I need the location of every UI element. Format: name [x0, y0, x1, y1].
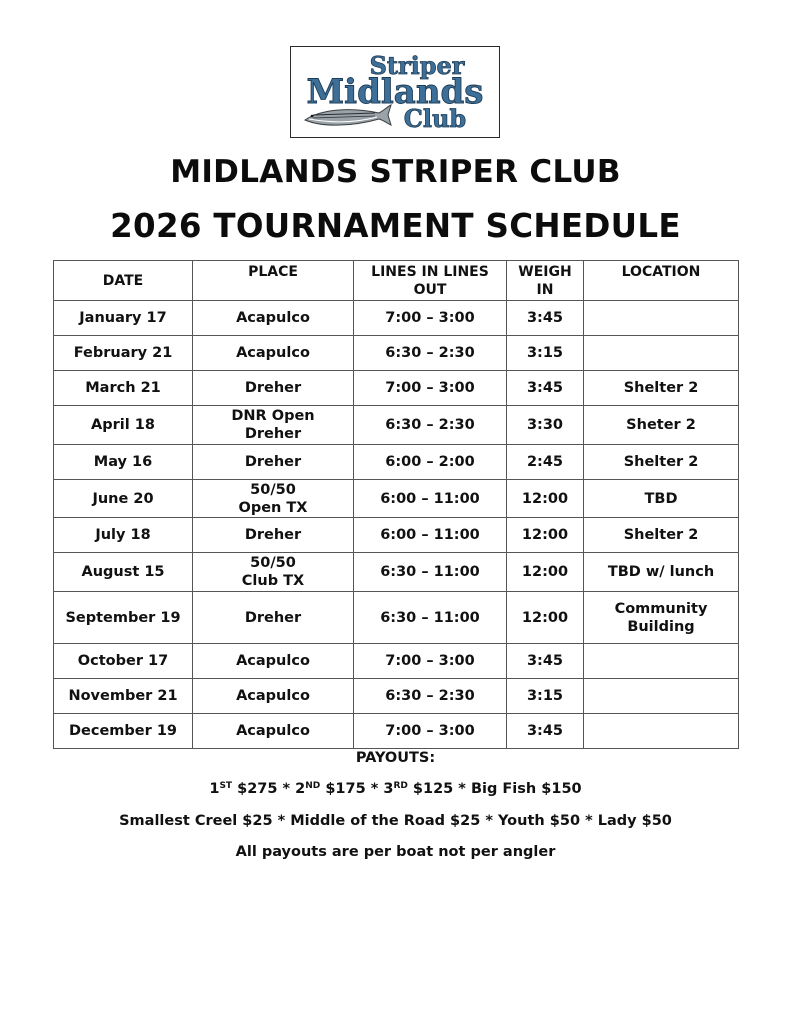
header-lines-line-1: LINES IN LINES [371, 264, 489, 280]
header-date: DATE [54, 261, 193, 301]
weigh-in-cell: 12:00 [507, 592, 584, 644]
lines-cell: 6:30 – 11:00 [354, 553, 507, 592]
weigh-in-cell: 3:45 [507, 714, 584, 749]
location-cell-line: Building [627, 618, 695, 635]
page-subtitle: 2026 TOURNAMENT SCHEDULE [110, 207, 681, 245]
table-row [54, 644, 739, 679]
ordinal-suffix: RD [393, 781, 408, 791]
logo-line-1: Striper [369, 51, 465, 80]
place-cell [193, 301, 354, 336]
location-cell [584, 714, 739, 749]
place-cell-line: 50/50 [250, 555, 296, 571]
date-cell: August 15 [54, 553, 193, 592]
lines-cell: 6:30 – 2:30 [354, 336, 507, 371]
table-row [54, 445, 739, 480]
place-cell [193, 714, 354, 749]
place-cell [193, 445, 354, 480]
location-cell [584, 445, 739, 480]
payout-text: $125 * Big Fish $150 [407, 781, 582, 797]
date-cell: October 17 [54, 644, 193, 679]
header-lines-line-2: OUT [413, 282, 447, 298]
place-cell-line: Dreher [244, 454, 302, 470]
tournament-schedule-table [53, 260, 739, 749]
weigh-in-cell: 3:15 [507, 336, 584, 371]
place-cell [193, 679, 354, 714]
place-cell-line: Acapulco [236, 723, 310, 739]
table-row [54, 679, 739, 714]
place-cell-line: Acapulco [236, 688, 310, 704]
place-cell-line: Open TX [238, 499, 308, 516]
lines-cell: 6:00 – 11:00 [354, 480, 507, 518]
place-cell [193, 518, 354, 553]
striper-fish-logo-icon [291, 47, 498, 136]
payouts-note: All payouts are per boat not per angler [235, 844, 556, 860]
payout-text: 1 [209, 781, 220, 797]
schedule-body [54, 301, 739, 749]
date-cell: December 19 [54, 714, 193, 749]
weigh-in-cell: 3:30 [507, 406, 584, 445]
club-logo [290, 46, 500, 138]
place-cell-line: DNR Open [231, 408, 315, 424]
lines-cell: 7:00 – 3:00 [354, 371, 507, 406]
logo-line-3: Club [403, 104, 467, 133]
payout-text: $175 * 3 [320, 781, 394, 797]
payouts-places [0, 781, 791, 797]
lines-cell: 6:00 – 2:00 [354, 445, 507, 480]
place-cell-line: Acapulco [236, 310, 310, 326]
location-cell-line: Community [614, 600, 708, 617]
ordinal-suffix: ND [305, 781, 321, 791]
location-cell [584, 301, 739, 336]
table-row [54, 714, 739, 749]
place-cell-line: Dreher [244, 527, 302, 543]
date-cell: March 21 [54, 371, 193, 406]
place-cell-line: Club TX [241, 573, 305, 589]
table-row [54, 406, 739, 445]
location-cell [584, 371, 739, 406]
location-cell [584, 406, 739, 445]
lines-cell: 6:00 – 11:00 [354, 518, 507, 553]
weigh-in-cell: 12:00 [507, 518, 584, 553]
table-header-row [54, 261, 739, 301]
header-weigh [507, 261, 584, 301]
place-cell-line: Dreher [244, 426, 302, 442]
header-lines [354, 261, 507, 301]
place-cell [193, 480, 354, 518]
header-weigh-line-1: WEIGH [518, 264, 572, 280]
place-cell [193, 336, 354, 371]
ordinal-suffix: ST [219, 781, 233, 791]
weigh-in-cell: 3:45 [507, 644, 584, 679]
payout-text: $275 * 2 [232, 781, 306, 797]
weigh-in-cell: 12:00 [507, 480, 584, 518]
location-cell [584, 553, 739, 592]
location-cell [584, 592, 739, 644]
lines-cell: 6:30 – 2:30 [354, 406, 507, 445]
date-cell: February 21 [54, 336, 193, 371]
location-cell-line: TBD w/ lunch [607, 564, 715, 580]
place-cell [193, 644, 354, 679]
date-cell: June 20 [54, 480, 193, 518]
place-cell-line: Dreher [244, 609, 302, 626]
lines-cell: 6:30 – 11:00 [354, 592, 507, 644]
date-cell: July 18 [54, 518, 193, 553]
table-row [54, 301, 739, 336]
place-cell [193, 371, 354, 406]
weigh-in-cell: 3:45 [507, 301, 584, 336]
page-title: MIDLANDS STRIPER CLUB [170, 154, 621, 190]
date-cell: September 19 [54, 592, 193, 644]
location-cell [584, 679, 739, 714]
weigh-in-cell: 3:15 [507, 679, 584, 714]
lines-cell: 6:30 – 2:30 [354, 679, 507, 714]
place-cell-line: Dreher [244, 380, 302, 396]
location-cell [584, 480, 739, 518]
table-row [54, 553, 739, 592]
location-cell [584, 518, 739, 553]
lines-cell: 7:00 – 3:00 [354, 644, 507, 679]
weigh-in-cell: 2:45 [507, 445, 584, 480]
payouts-heading: PAYOUTS: [355, 750, 436, 766]
table-row [54, 592, 739, 644]
date-cell: January 17 [54, 301, 193, 336]
table-row [54, 480, 739, 518]
table-row [54, 371, 739, 406]
location-cell [584, 336, 739, 371]
logo-line-2: Midlands [306, 72, 484, 112]
location-cell-line: TBD [644, 490, 678, 507]
place-cell-line: 50/50 [250, 481, 296, 498]
place-cell [193, 553, 354, 592]
lines-cell: 7:00 – 3:00 [354, 714, 507, 749]
table-row [54, 336, 739, 371]
place-cell [193, 592, 354, 644]
payouts-side-pots: Smallest Creel $25 * Middle of the Road $25 * Youth $50 * Lady $50 [119, 813, 672, 829]
header-place: PLACE [193, 261, 354, 301]
location-cell-line: Shelter 2 [623, 454, 699, 470]
table-row [54, 518, 739, 553]
weigh-in-cell: 3:45 [507, 371, 584, 406]
location-cell-line: Sheter 2 [626, 417, 696, 433]
date-cell: April 18 [54, 406, 193, 445]
header-weigh-line-2: IN [536, 282, 554, 298]
location-cell-line: Shelter 2 [623, 380, 699, 396]
location-cell [584, 644, 739, 679]
date-cell: May 16 [54, 445, 193, 480]
place-cell [193, 406, 354, 445]
date-cell: November 21 [54, 679, 193, 714]
place-cell-line: Acapulco [236, 345, 310, 361]
location-cell-line: Shelter 2 [623, 527, 699, 543]
header-location: LOCATION [584, 261, 739, 301]
lines-cell: 7:00 – 3:00 [354, 301, 507, 336]
place-cell-line: Acapulco [236, 653, 310, 669]
weigh-in-cell: 12:00 [507, 553, 584, 592]
